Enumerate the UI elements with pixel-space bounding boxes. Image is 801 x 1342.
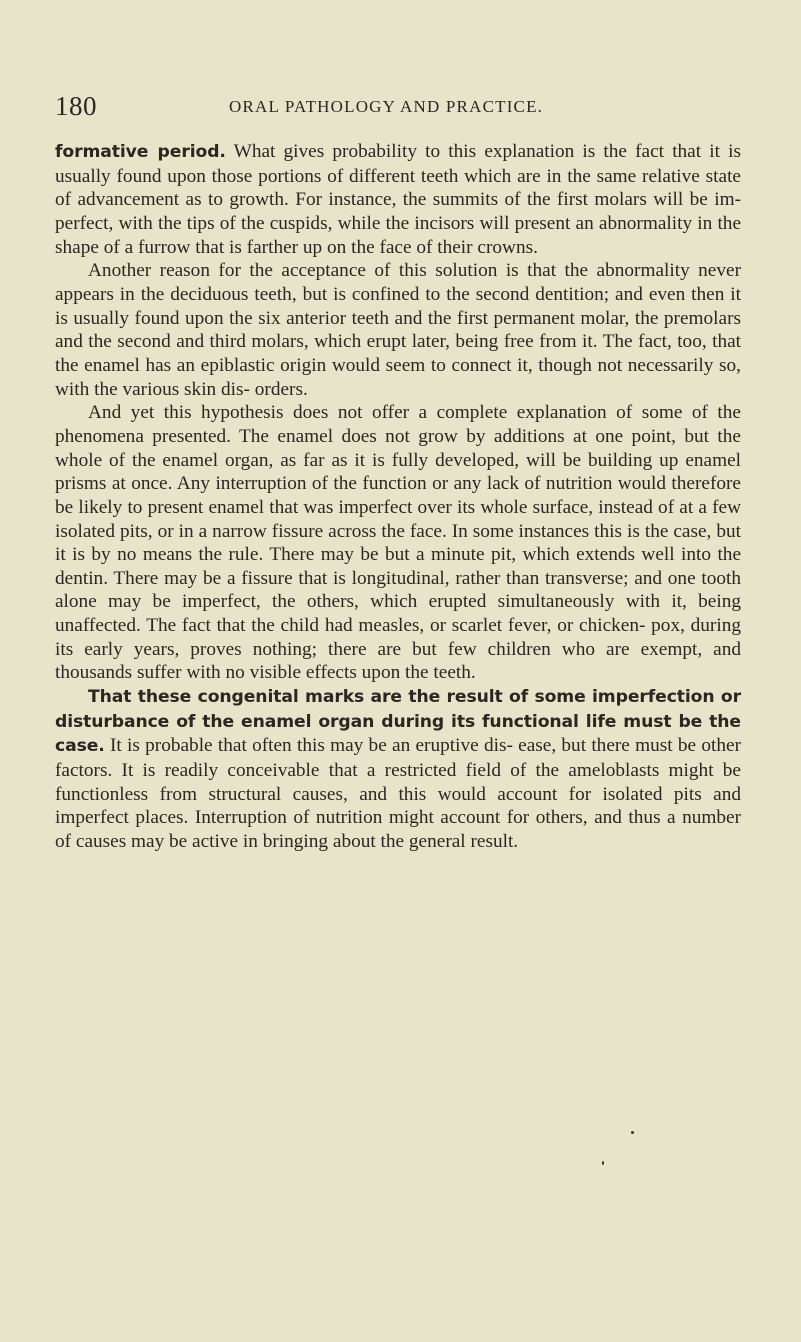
paragraph-2-text: Another reason for the acceptance of this solution is that the abnormality never appears in the deciduous teeth, but is confined to the second dentition; and even then it is usually found upon the six anterior teeth and the first permanent molar, the premolars and the second and third molars, which erupt later, being free from it. The fact, too, that the enamel has an epiblastic origin would seem to connect it, though not necessarily so, with the various skin dis- orders. [55,260,741,400]
paragraph-1-bold-lead: formative period. [55,142,226,162]
print-speck [602,1161,604,1165]
paragraph-3-text: And yet this hypothesis does not offer a complete explanation of some of the phenomena presented. The enamel does not grow by additions at one point, but the whole of the enamel organ, as far as it is fully developed, will be building up enamel prisms at once. Any interruption of the function or any lack of nutrition would therefore be likely to present enamel that was imperfect over its whole surface, instead of at a few isolated pits, or in a narrow fissure across the face. In some instances this is the case, but it is by no means the rule. There may be but a minute pit, which extends well into the dentin. There may be a fissure that is longitudinal, rather than transverse; and one tooth alone may be imperfect, the others, which erupted simultaneously with it, being unaffected. The fact that the child had measles, or scarlet fever, or chicken- pox, during its early years, proves nothing; there are but few children who are exempt, and thousands suffer with no visible effects upon the teeth. [55,402,741,684]
paragraph-2 [55,259,741,401]
paragraph-4 [55,685,741,854]
paragraph-3 [55,401,741,685]
page-number: 180 [55,91,97,121]
running-head: ORAL PATHOLOGY AND PRACTICE. [229,97,544,116]
paragraph-4-bold-lead: That these congenital marks are the result of some imperfection or disturbance of the enamel organ during its functional life must be the case. [55,687,741,757]
paragraph-1 [55,140,741,259]
body-text [55,140,741,854]
page-header [55,90,755,126]
print-speck [631,1131,634,1134]
paragraph-1-text: What gives probability to this explanation is the fact that it is usually found upon those portions of different teeth which are in the same relative state of advancement as to growth. For instance, the summits of the first molars will be im- perfect, with the tips of the cuspids, while the incisors will present an abnormality in the shape of a furrow that is farther up on the face of their crowns. [55,141,741,258]
paragraph-4-text: It is probable that often this may be an eruptive dis- ease, but there must be other factors. It is readily conceivable that a restricted field of the ameloblasts might be functionless from structural causes, and this would account for isolated pits and imperfect places. Interruption of nutrition might account for others, and thus a number of causes may be active in bringing about the general result. [55,735,741,853]
